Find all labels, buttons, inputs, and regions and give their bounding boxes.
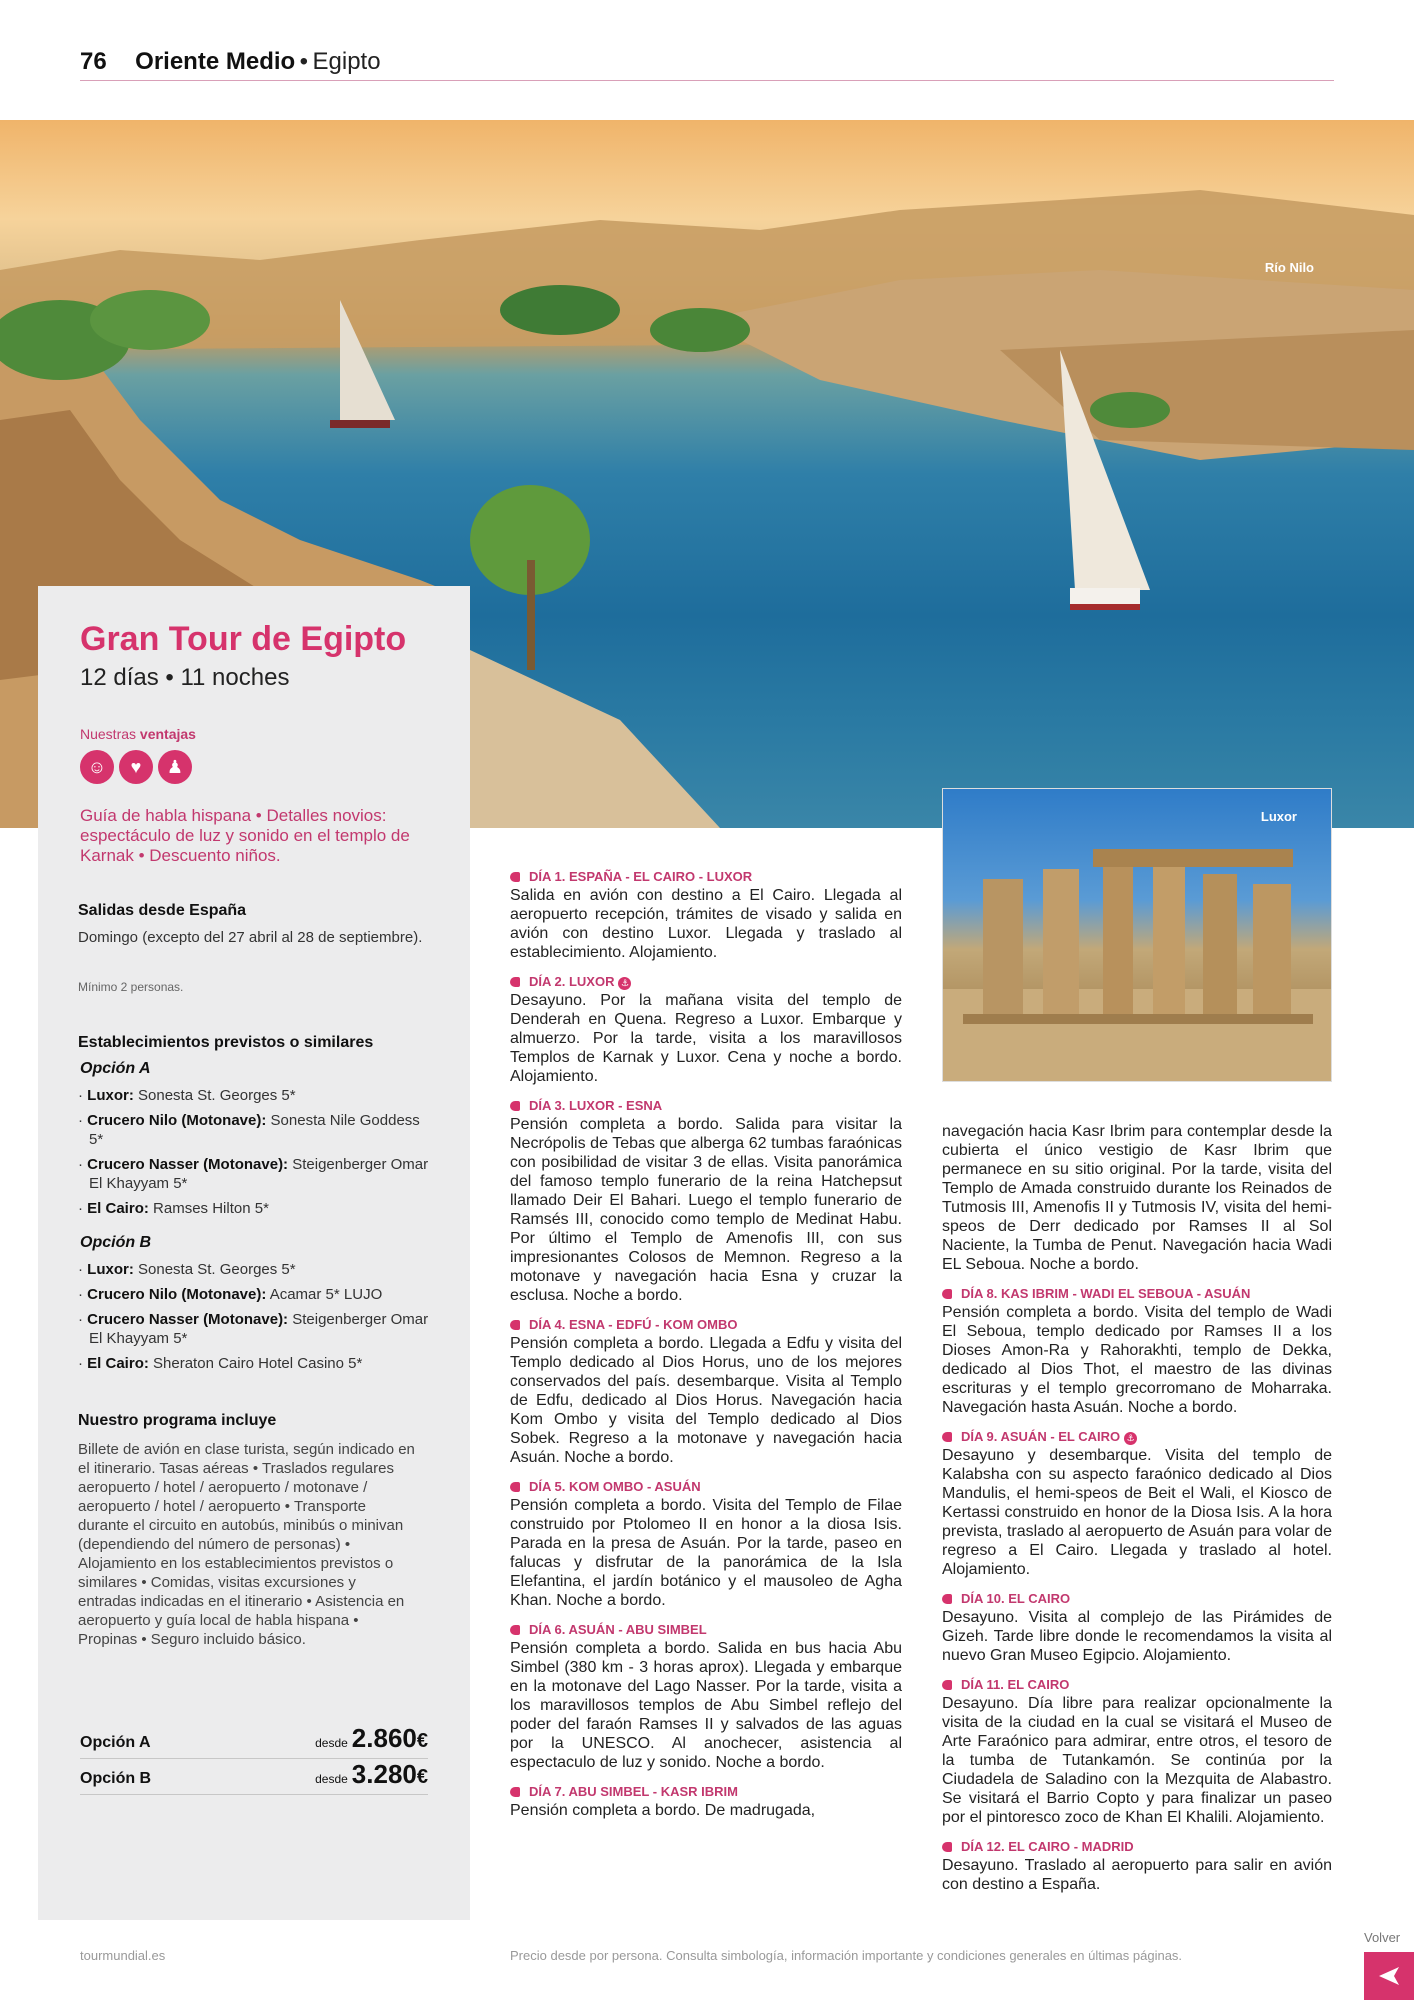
- back-button[interactable]: [1364, 1952, 1414, 2000]
- price-value: desde 2.860€: [315, 1723, 428, 1753]
- departures-heading: Salidas desde España: [78, 902, 247, 919]
- day-text: Pensión completa a bordo. Salida en bus hacia Abu Simbel (380 km - 3 horas aprox). Llegada y embarque en la motonave del Lago Nasser. Por la tarde, visita a los maravillosos templos de Abu Simbel reflejo del poder del faraón Ramses II y salvados de las aguas por la UNESCO. Al anochecer, asistencia al espectaculo de luz y sonido. Noche a bordo.: [510, 1640, 902, 1771]
- hotels-option-a-label: Opción A: [80, 1060, 151, 1077]
- price-value: desde 3.280€: [315, 1759, 428, 1789]
- guide-icon: ☺: [80, 750, 114, 784]
- day-text: Desayuno. Por la mañana visita del templo de Denderah en Quena. Regreso a Luxor. Embarque y almuerzo. Por la tarde, visita a los maravillosos Templos de Karnak y Luxor. Cena y noche a bordo. Alojamiento.: [510, 992, 902, 1085]
- itinerary-column-1: [510, 868, 902, 1831]
- hotel-item: · Crucero Nasser (Motonave): Steigenberger Omar El Khayyam 5*: [78, 1156, 429, 1192]
- day-text: Pensión completa a bordo. De madrugada,: [510, 1802, 816, 1819]
- itinerary-day: [510, 1478, 902, 1610]
- advantages-label: [80, 726, 196, 742]
- itinerary-day: [942, 1838, 1332, 1894]
- day-text: Desayuno y desembarque. Visita del templo de Kalabsha con su aspecto faraónico dedicado al Dios Mandulis, el hemi-speos de Beit el Wali, el Kiosco de Kertassi construido en honor de la Diosa Isis. A la hora prevista, traslado al aeropuerto de Asuán para volar de regreso a El Cairo. Llegada y traslado al hotel. Alojamiento.: [942, 1447, 1332, 1578]
- itinerary-day: [942, 1428, 1332, 1579]
- day-title: DÍA 3. LUXOR - ESNA: [510, 1097, 902, 1115]
- arrow-left-icon: [1377, 1964, 1401, 1988]
- luxor-photo: [942, 788, 1332, 1082]
- itinerary-day: [942, 1676, 1332, 1827]
- day-title: DÍA 1. ESPAÑA - EL CAIRO - LUXOR: [510, 868, 902, 886]
- hotel-item: · Luxor: Sonesta St. Georges 5*: [78, 1087, 296, 1104]
- anchor-icon: ⚓: [618, 977, 631, 990]
- day-title: DÍA 8. KAS IBRIM - WADI EL SEBOUA - ASUÁN: [942, 1285, 1332, 1303]
- price-row-option-a: [80, 1723, 428, 1759]
- tour-duration: 12 días • 11 noches: [80, 664, 290, 691]
- heart-icon: ♥: [119, 750, 153, 784]
- includes-heading: Nuestro programa incluye: [78, 1412, 277, 1429]
- day-text: Pensión completa a bordo. Llegada a Edfu y visita del Templo dedicado al Dios Horus, uno de los mejores conservados del país. desembarque. Visita al Templo de Edfu, dedicado al Dios Horus. Navegación hacia Kom Ombo y visita del Templo dedicado al Dios Sobek. Regreso a la motonave y navegación hacia Asuán. Noche a bordo.: [510, 1335, 902, 1466]
- footer-note: Precio desde por persona. Consulta simbología, información importante y condiciones generales en últimas páginas.: [510, 1948, 1183, 1963]
- hotel-item: · Luxor: Sonesta St. Georges 5*: [78, 1261, 296, 1278]
- itinerary-day: [510, 1783, 902, 1820]
- advantages-label-light: Nuestras: [80, 726, 137, 742]
- photo-caption: Luxor: [1260, 809, 1297, 824]
- advantages-text: Guía de habla hispana • Detalles novios: espectáculo de luz y sonido en el templo de Karnak • Descuento niños.: [80, 806, 410, 865]
- back-label[interactable]: Volver: [1364, 1930, 1401, 1945]
- departures-text: Domingo (excepto del 27 abril al 28 de septiembre).: [78, 929, 423, 946]
- itinerary-day: [510, 1621, 902, 1772]
- day-title: DÍA 12. EL CAIRO - MADRID: [942, 1838, 1332, 1856]
- luxor-illustration: [943, 789, 1331, 1081]
- price-label: Opción A: [80, 1734, 151, 1751]
- day-title: DÍA 4. ESNA - EDFÚ - KOM OMBO: [510, 1316, 902, 1334]
- section-separator: •: [299, 48, 309, 75]
- includes-text: Billete de avión en clase turista, según indicado en el itinerario. Tasas aéreas • Traslados regulares aeropuerto / hotel / aeropuerto / motonave / aeropuerto / hotel / aeropuerto • Transporte durante el circuito en autobús, minibús o minivan (dependiendo del número de personas) • Alojamiento en los establecimientos previstos o similares • Comidas, visitas excursiones y entradas indicadas en el itinerario • Asistencia en aeropuerto y guía local de habla hispana • Propinas • Seguro incluido básico.: [78, 1441, 415, 1648]
- itinerary-day: [510, 973, 902, 1086]
- itinerary-day: [510, 868, 902, 962]
- hotel-item: · Crucero Nilo (Motonave): Sonesta Nile Goddess 5*: [78, 1112, 420, 1148]
- day-text: Pensión completa a bordo. Visita del templo de Wadi El Seboua, templo dedicado por Ramses II a los Dioses Amon-Ra y Rahorakhti, templo de Dekka, dedicado al Dios Thot, el maestro de las divinas escrituras y el templo grecorromano de Moharraka. Navegación hasta Asuán. Noche a bordo.: [942, 1304, 1332, 1416]
- day-text: Pensión completa a bordo. Visita del Templo de Filae construido por Ptolomeo II en honor a la diosa Isis. Parada en la presa de Asuán. Por la tarde, paseo en falucas y disfrutar de la panorámica de la Isla Elefantina, el jardín botánico y el mausoleo de Agha Khan. Noche a bordo.: [510, 1497, 902, 1609]
- advantages-label-bold: ventajas: [139, 726, 196, 742]
- advantages-icons: [80, 750, 192, 784]
- price-label: Opción B: [80, 1770, 152, 1787]
- hotels-option-b-label: Opción B: [80, 1234, 152, 1251]
- itinerary-day: [942, 1285, 1332, 1417]
- hotel-item: · El Cairo: Sheraton Cairo Hotel Casino 5*: [78, 1355, 363, 1372]
- page-number: 76: [80, 48, 107, 75]
- day-title: DÍA 10. EL CAIRO: [942, 1590, 1332, 1608]
- day-title: DÍA 5. KOM OMBO - ASUÁN: [510, 1478, 902, 1496]
- hotel-item: · El Cairo: Ramses Hilton 5*: [78, 1200, 269, 1217]
- section-title: Oriente Medio: [135, 48, 296, 75]
- hotel-item: · Crucero Nilo (Motonave): Acamar 5* LUJO: [78, 1286, 383, 1303]
- hero-caption: Río Nilo: [1264, 260, 1314, 275]
- day-text: Desayuno. Traslado al aeropuerto para salir en avión con destino a España.: [942, 1857, 1332, 1893]
- footer-website[interactable]: tourmundial.es: [80, 1948, 166, 1963]
- day-title: DÍA 9. ASUÁN - EL CAIRO ⚓: [942, 1428, 1332, 1446]
- departures-minimum: Mínimo 2 personas.: [78, 980, 184, 994]
- hotels-option-a-list: [78, 1086, 438, 1224]
- tour-title: Gran Tour de Egipto: [80, 620, 407, 658]
- itinerary-column-2: [942, 1122, 1332, 1905]
- day-text: Salida en avión con destino a El Cairo. Llegada al aeropuerto recepción, trámites de visado y salida en avión con destino Luxor. Llegada y traslado al establecimiento. Alojamiento.: [510, 887, 902, 961]
- itinerary-day-continued: [942, 1122, 1332, 1274]
- day-title: DÍA 7. ABU SIMBEL - KASR IBRIM: [510, 1783, 902, 1801]
- day-text: Desayuno. Visita al complejo de las Pirámides de Gizeh. Tarde libre donde le recomendamos la visita al nuevo Gran Museo Egipcio. Alojamiento.: [942, 1609, 1332, 1664]
- day-text: Pensión completa a bordo. Salida para visitar la Necrópolis de Tebas que alberga 62 tumbas faraónicas con posibilidad de visitar 3 de ellas. Visita panorámica del famoso templo funerario de la reina Hatchepsut llamado Deir El Bahari. Luego el templo funerario de Ramsés III, conocido como templo de Medinat Habu. Por último el Templo de Amenofis III, con sus impresionantes Colosos de Memnon. Regreso a la motonave y navegación hacia Esna y cruzar la esclusa. Noche a bordo.: [510, 1116, 902, 1304]
- day-title: DÍA 11. EL CAIRO: [942, 1676, 1332, 1694]
- page-header: [80, 48, 1334, 81]
- itinerary-day: [942, 1590, 1332, 1665]
- hotels-option-b-list: [78, 1260, 438, 1379]
- itinerary-day: [510, 1097, 902, 1305]
- subsection-title: Egipto: [312, 48, 381, 75]
- hotel-item: · Crucero Nasser (Motonave): Steigenberger Omar El Khayyam 5*: [78, 1311, 429, 1347]
- day-text: navegación hacia Kasr Ibrim para contemplar desde la cubierta el único vestigio de Kasr Ibrim que permanece en su sitio original. Por la tarde, visita del Templo de Amada construido durante los Reinados de Tutmosis III, Amenofis II y Tutmosis IV, visita del hemi-speos de Derr dedicado por Ramses II al Sol Naciente, la Tumba de Penut. Navegación hacia Wadi EL Seboua. Noche a bordo.: [942, 1123, 1332, 1273]
- anchor-icon: ⚓: [1124, 1432, 1137, 1445]
- children-icon: ♟: [158, 750, 192, 784]
- day-title: DÍA 6. ASUÁN - ABU SIMBEL: [510, 1621, 902, 1639]
- day-title: DÍA 2. LUXOR ⚓: [510, 973, 902, 991]
- price-row-option-b: [80, 1759, 428, 1795]
- info-sidebar: [38, 586, 470, 1920]
- day-text: Desayuno. Día libre para realizar opcionalmente la visita de la ciudad en la cual se visitará el Museo de Arte Faraónico para admirar, entre otros, el tesoro de la tumba de Tutankamón. Se continúa por la Ciudadela de Saladino con la Mezquita de Alabastro. Se visitará el Barrio Copto y para finalizar un paseo por el pintoresco zoco de Khan El Khalili. Alojamiento.: [942, 1695, 1332, 1826]
- itinerary-day: [510, 1316, 902, 1467]
- hotels-heading: Establecimientos previstos o similares: [78, 1034, 374, 1051]
